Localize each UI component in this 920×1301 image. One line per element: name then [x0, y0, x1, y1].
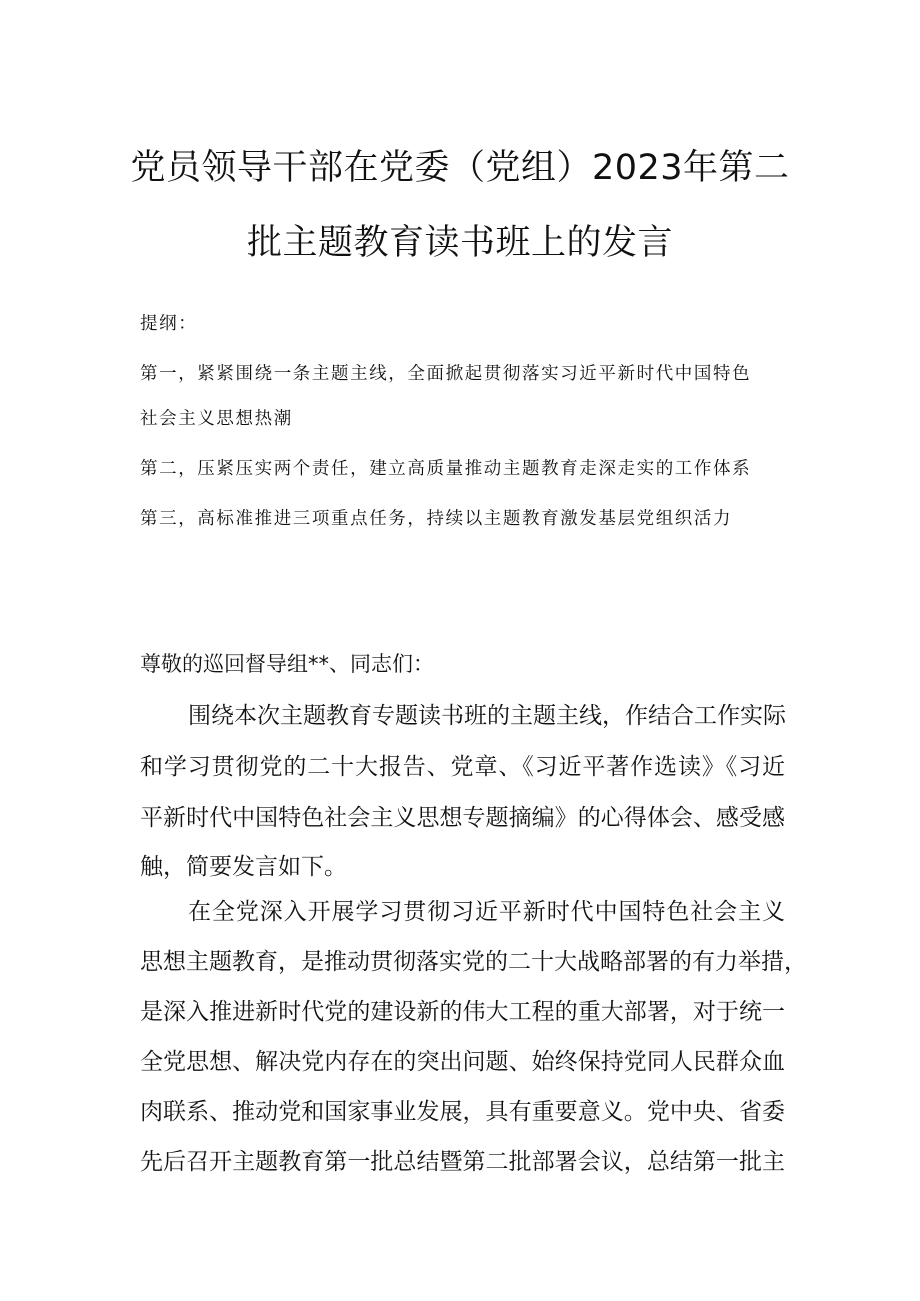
salutation: 尊敬的巡回督导组**、同志们：: [140, 652, 434, 676]
paragraph-2-line: 全党思想、解决党内存在的突出问题、始终保持党同人民群众血: [140, 1049, 785, 1075]
paragraph-2-line: 先后召开主题教育第一批总结暨第二批部署会议，总结第一批主: [140, 1149, 785, 1175]
paragraph-2-line: 肉联系、推动党和国家事业发展，具有重要意义。党中央、省委: [140, 1099, 785, 1125]
paragraph-2-line: 是深入推进新时代党的建设新的伟大工程的重大部署，对于统一: [140, 999, 785, 1025]
paragraph-1-line: 围绕本次主题教育专题读书班的主题主线，作结合工作实际: [188, 703, 786, 729]
paragraph-1-line: 触，简要发言如下。: [140, 854, 347, 880]
paragraph-1-line: 和学习贯彻党的二十大报告、党章、《习近平著作选读》《习近: [140, 754, 785, 780]
paragraph-2-line: 思想主题教育，是推动贯彻落实党的二十大战略部署的有力举措，: [140, 949, 807, 975]
outline-item-2: 第二，压紧压实两个责任，建立高质量推动主题教育走深走实的工作体系: [140, 459, 752, 479]
outline-item-3: 第三，高标准推进三项重点任务，持续以主题教育激发基层党组织活力: [140, 509, 733, 529]
paragraph-2-line: 在全党深入开展学习贯彻习近平新时代中国特色社会主义: [188, 899, 785, 925]
document-title-line-1: 党员领导干部在党委（党组）2023年第二: [130, 148, 790, 188]
paragraph-1-line: 平新时代中国特色社会主义思想专题摘编》的心得体会、感受感: [140, 805, 785, 831]
outline-item-1-line-2: 社会主义思想热潮: [140, 409, 293, 429]
document-title-line-2: 批主题教育读书班上的发言: [246, 223, 673, 263]
outline-item-1-line-1: 第一，紧紧围绕一条主题主线，全面掀起贯彻落实习近平新时代中国特色: [140, 364, 752, 384]
outline-label: 提纲：: [140, 314, 198, 334]
